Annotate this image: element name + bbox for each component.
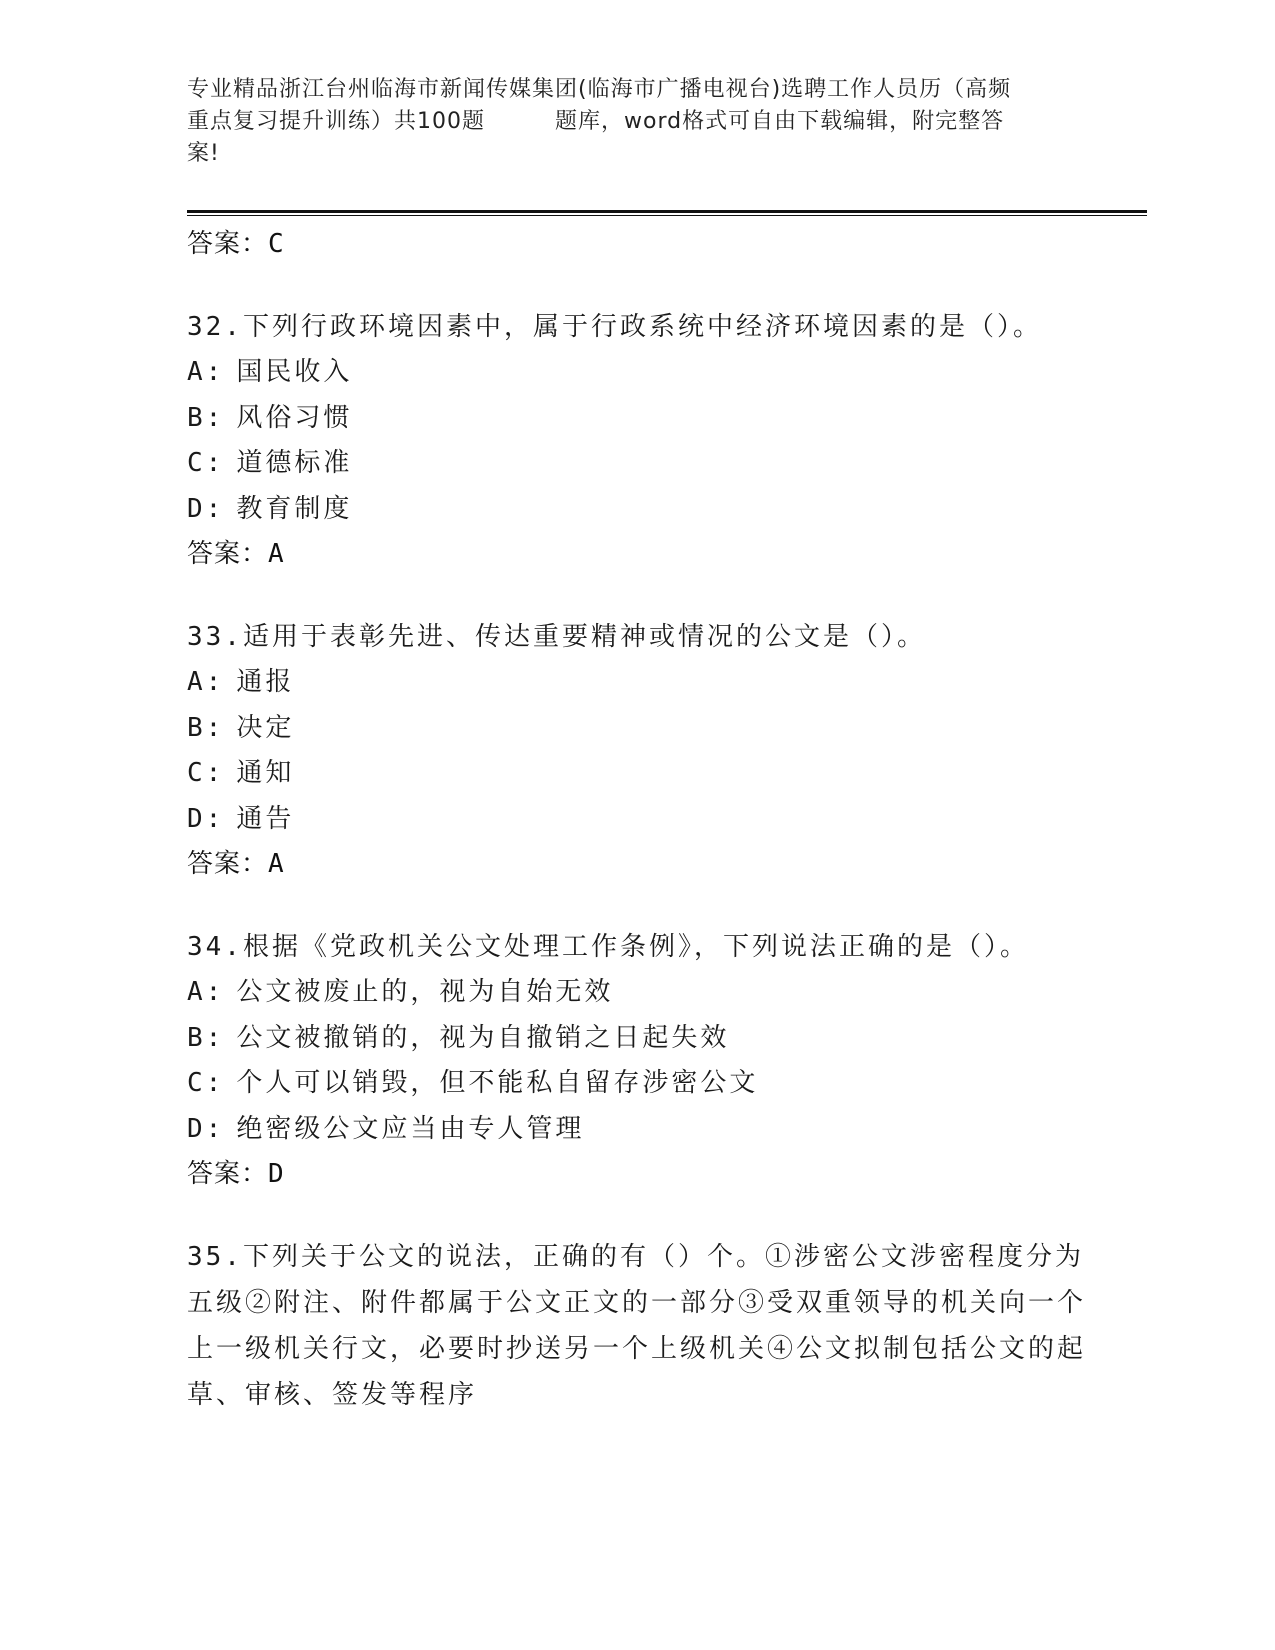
- option-text: 公文被废止的，视为自始无效: [236, 977, 614, 1007]
- option-text: 风俗习惯: [236, 402, 353, 433]
- option-key: C:: [187, 1068, 225, 1098]
- option-key: A:: [187, 667, 225, 697]
- option-c: [187, 441, 1107, 487]
- header-rule-thin: [187, 215, 1147, 216]
- option-b: [187, 1016, 1107, 1062]
- question-33: [187, 614, 1107, 886]
- option-key: B:: [187, 712, 225, 743]
- option-key: D:: [187, 493, 225, 524]
- option-key: D:: [187, 803, 225, 834]
- question-34: [187, 924, 1107, 1196]
- question-32: [187, 304, 1107, 576]
- question-stem: 33.适用于表彰先进、传达重要精神或情况的公文是（）。: [187, 622, 926, 652]
- option-a: [187, 660, 1107, 706]
- option-text: 决定: [236, 712, 295, 743]
- option-text: 绝密级公文应当由专人管理: [236, 1113, 585, 1144]
- option-c: [187, 1061, 1107, 1107]
- header-line-2-right: 题库，word格式可自由下载编辑，附完整答: [555, 109, 1005, 134]
- answer-label: 答案：: [187, 849, 269, 879]
- option-d: [187, 487, 1107, 533]
- header-rule-thick: [187, 210, 1147, 213]
- answer-value: C: [268, 229, 285, 259]
- header-line-1: 专业精品浙江台州临海市新闻传媒集团(临海市广播电视台)选聘工作人员历（高频: [187, 77, 1012, 102]
- option-text: 通知: [236, 758, 295, 788]
- answer-value: A: [268, 539, 285, 569]
- option-key: A:: [187, 977, 225, 1007]
- option-key: D:: [187, 1113, 225, 1144]
- question-list: [187, 222, 1107, 1418]
- option-text: 个人可以销毁，但不能私自留存涉密公文: [236, 1068, 759, 1098]
- option-key: B:: [187, 402, 225, 433]
- option-key: A:: [187, 357, 225, 387]
- answer-value: A: [268, 849, 285, 879]
- answer-label: 答案：: [187, 1159, 269, 1189]
- option-d: [187, 1107, 1107, 1153]
- option-a: [187, 970, 1107, 1016]
- question-stem: 35.下列关于公文的说法，正确的有（）个。①涉密公文涉密程度分为五级②附注、附件都属于公文正文的一部分③受双重领导的机关向一个上一级机关行文，必要时抄送另一个上级机关④公文拟制包括公文的起草、审核、签发等程序: [187, 1242, 1087, 1410]
- option-b: [187, 396, 1107, 442]
- option-text: 道德标准: [236, 448, 353, 478]
- option-key: B:: [187, 1022, 225, 1053]
- question-answer: [187, 842, 1107, 886]
- question-stem: 34.根据《党政机关公文处理工作条例》，下列说法正确的是（）。: [187, 932, 1029, 962]
- question-answer: [187, 532, 1107, 576]
- answer-value: D: [268, 1159, 285, 1189]
- previous-answer: [187, 222, 1107, 266]
- answer-label: 答案：: [187, 539, 269, 569]
- answer-label: 答案：: [187, 229, 269, 259]
- option-key: C:: [187, 758, 225, 788]
- header-line-2-left: 重点复习提升训练）共100题: [187, 109, 485, 134]
- question-stem: 32.下列行政环境因素中，属于行政系统中经济环境因素的是（）。: [187, 312, 1042, 342]
- option-a: [187, 350, 1107, 396]
- option-text: 通告: [236, 803, 295, 834]
- header-line-2: [187, 106, 1087, 138]
- option-c: [187, 751, 1107, 797]
- option-text: 教育制度: [236, 493, 353, 524]
- option-d: [187, 797, 1107, 843]
- question-35: [187, 1234, 1107, 1418]
- option-key: C:: [187, 448, 225, 478]
- option-b: [187, 706, 1107, 752]
- option-text: 国民收入: [236, 357, 353, 387]
- header-line-3: 案!: [187, 141, 220, 166]
- document-header: [187, 74, 1087, 170]
- question-answer: [187, 1152, 1107, 1196]
- option-text: 通报: [236, 667, 295, 697]
- option-text: 公文被撤销的，视为自撤销之日起失效: [236, 1022, 730, 1053]
